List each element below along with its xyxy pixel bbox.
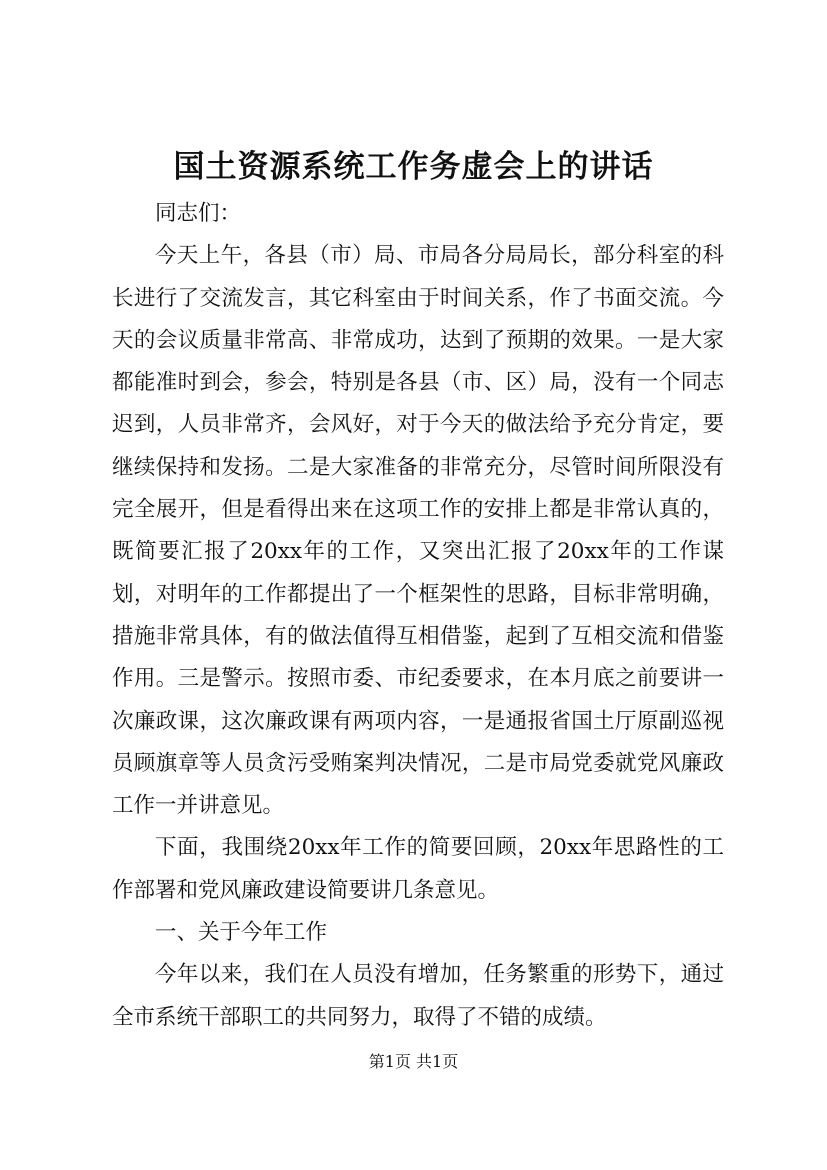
paragraph-opening: 今天上午，各县（市）局、市局各分局局长，部分科室的科长进行了交流发言，其它科室由于时间关系，作了书面交流。今天的会议质量非常高、非常成功，达到了预期的效果。一是大家都能准时到会，参会，特别是各县（市、区）局，没有一个同志迟到，人员非常齐，会风好，对于今天的做法给予充分肯定，要继续保持和发扬。二是大家准备的非常充分，尽管时间所限没有完全展开，但是看得出来在这项工作的安排上都是非常认真的，既简要汇报了20xx年的工作，又突出汇报了20xx年的工作谋划，对明年的工作都提出了一个框架性的思路，目标非常明确，措施非常具体，有的做法值得互相借鉴，起到了互相交流和借鉴作用。三是警示。按照市委、市纪委要求，在本月底之前要讲一次廉政课，这次廉政课有两项内容，一是通报省国土厅原副巡视员顾旗章等人员贪污受贿案判决情况，二是市局党委就党风廉政工作一并讲意见。 [112,243,724,819]
salutation: 同志们： [155,201,242,226]
page-number-footer: 第1页 共1页 [368,1052,459,1071]
paragraph-this-year-summary: 今年以来，我们在人员没有增加，任务繁重的形势下，通过全市系统干部职工的共同努力，取得了不错的成绩。 [112,962,724,1030]
document-title: 国土资源系统工作务虚会上的讲话 [173,149,654,185]
document-body [112,193,724,1039]
section-heading-this-year-work: 一、关于今年工作 [155,920,328,946]
paragraph-outline: 下面，我围绕20xx年工作的简要回顾，20xx年思路性的工作部署和党风廉政建设简要讲几条意见。 [112,835,724,903]
